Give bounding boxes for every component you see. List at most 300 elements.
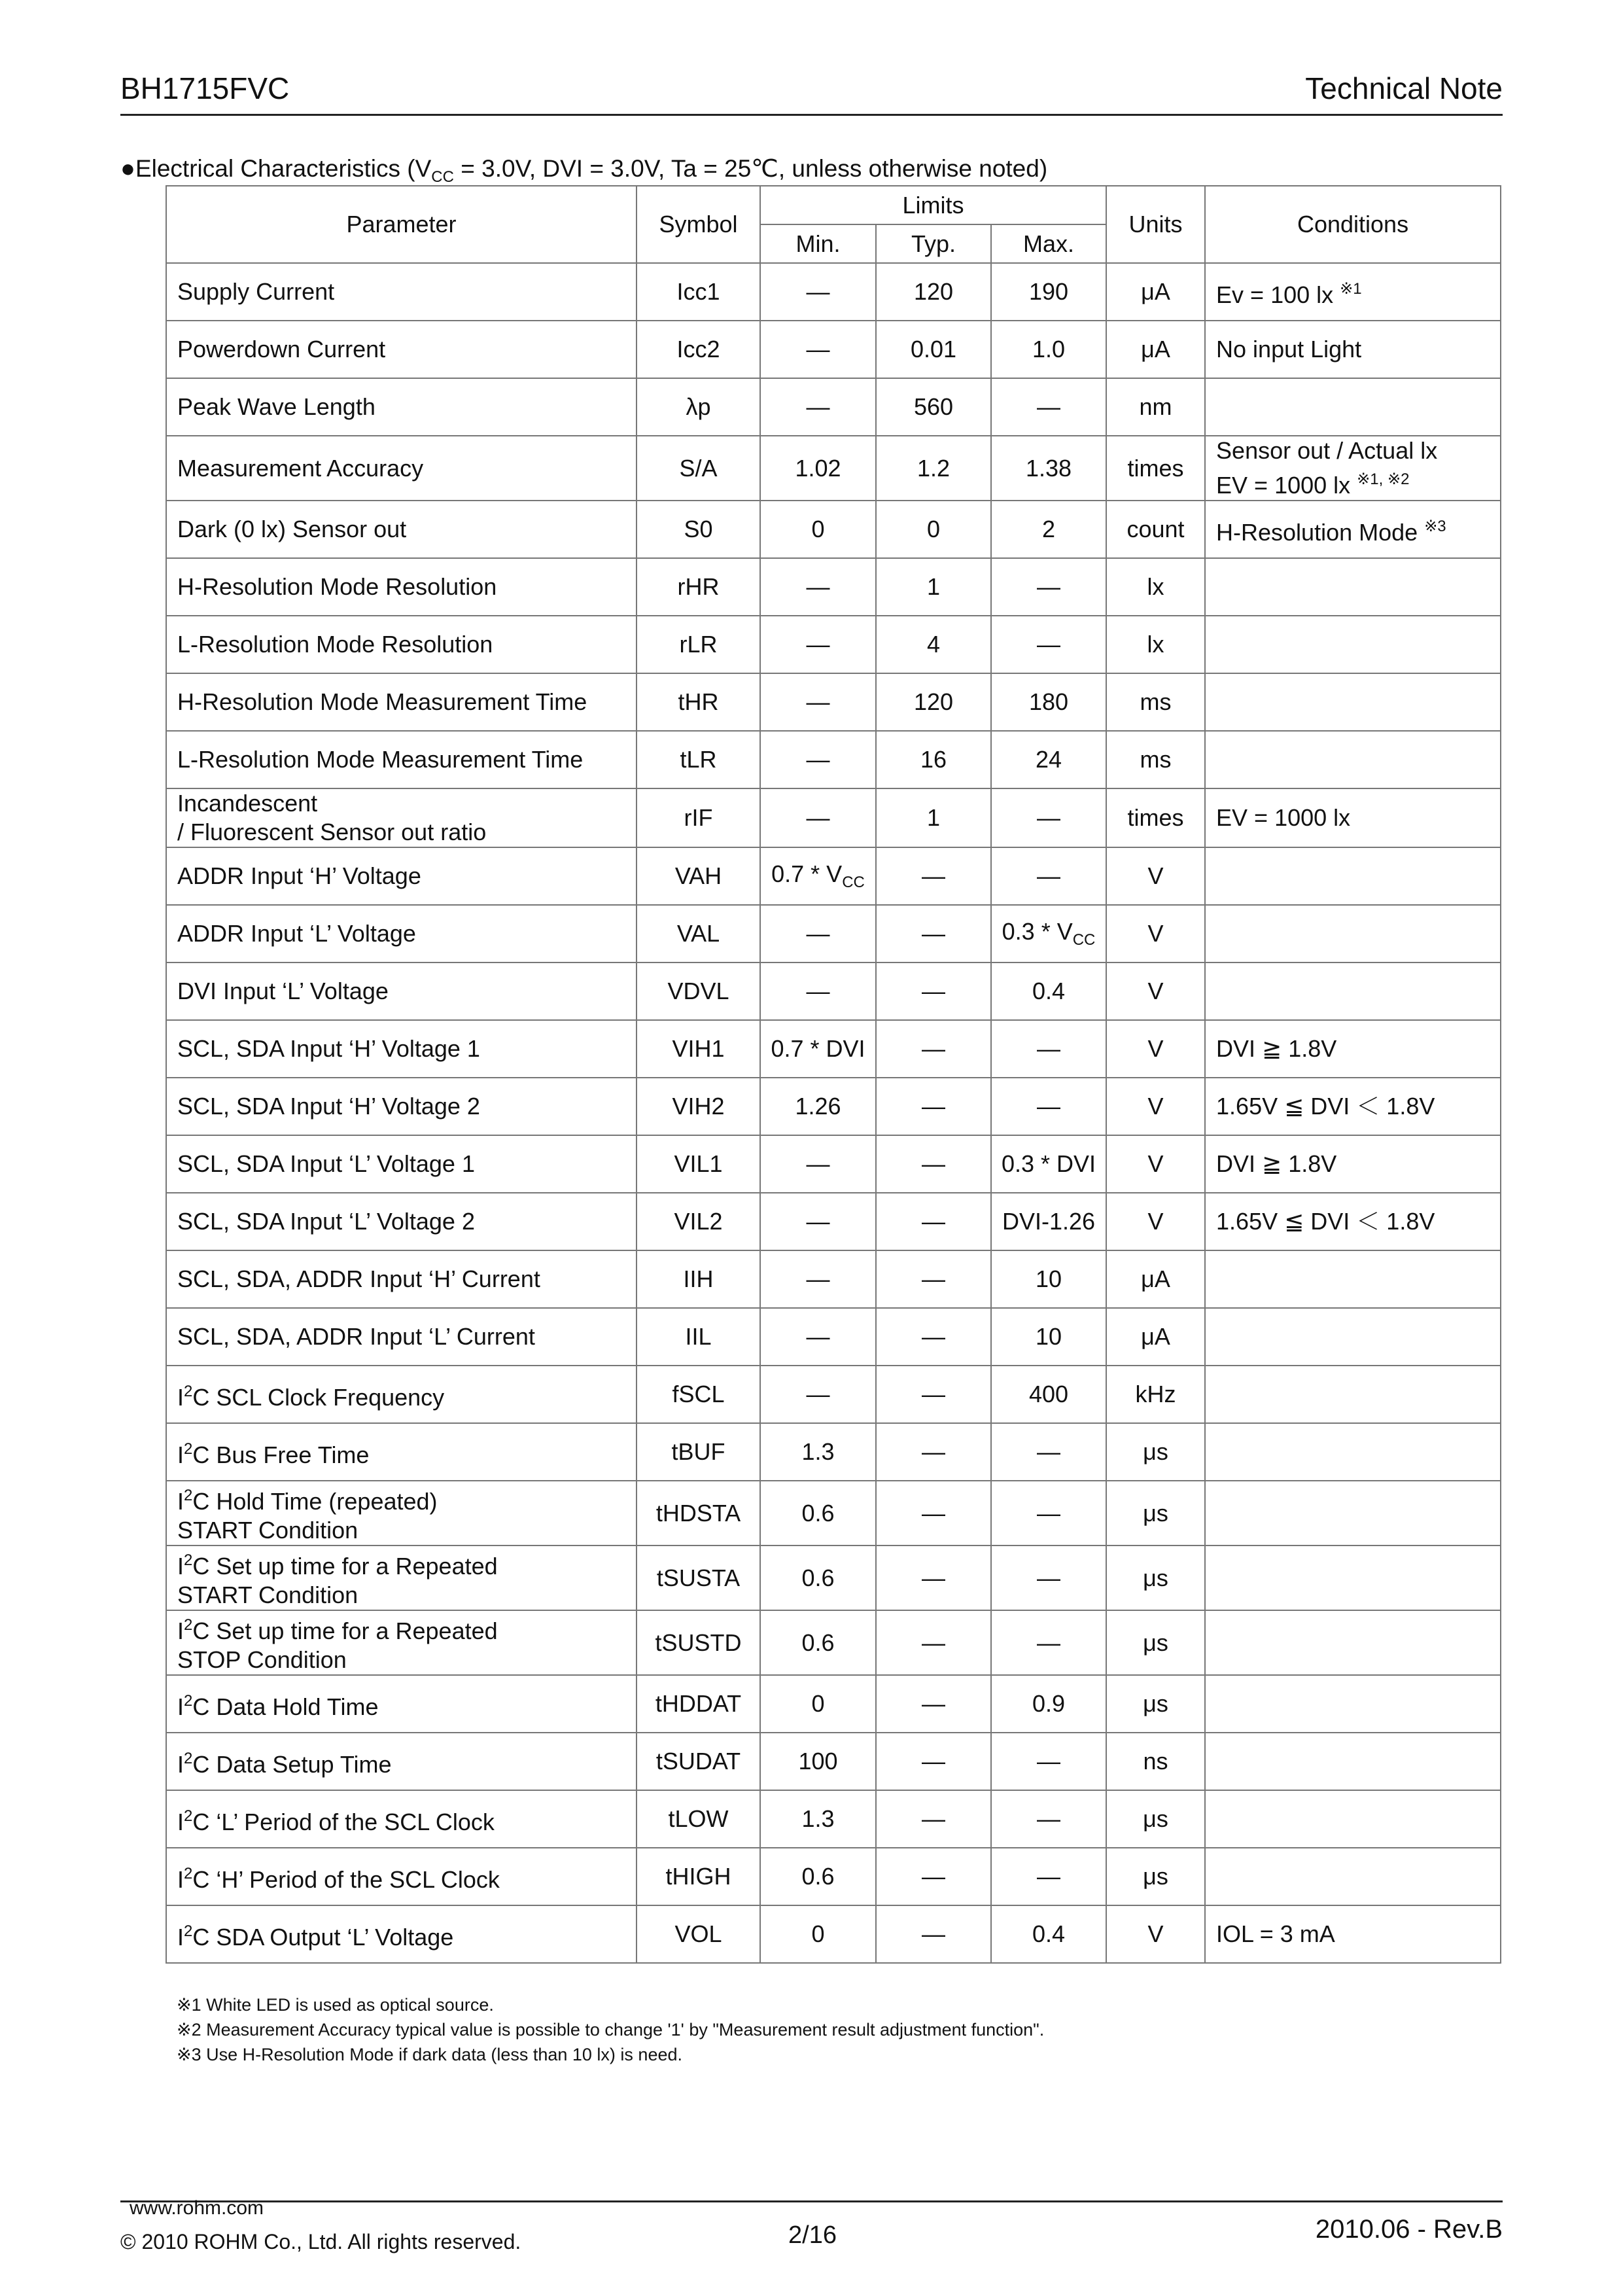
cell-units: ms: [1106, 673, 1205, 731]
cell-units: V: [1106, 1193, 1205, 1250]
cell-max: 190: [991, 263, 1106, 321]
parameter-line: H-Resolution Mode Resolution: [177, 573, 497, 600]
footer-website: www.rohm.com: [130, 2197, 264, 2219]
cell-parameter: [166, 1848, 637, 1905]
cell-parameter: [166, 1308, 637, 1366]
condition-line: IOL = 3 mA: [1216, 1920, 1335, 1947]
cell-symbol: tHDSTA: [637, 1481, 760, 1545]
table-row: [166, 1790, 1501, 1848]
table-row: [166, 847, 1501, 905]
cell-units: ns: [1106, 1733, 1205, 1790]
cell-min: —: [760, 788, 876, 847]
cell-min: —: [760, 1366, 876, 1423]
cell-max: —: [991, 1481, 1106, 1545]
condition-line: 1.65V ≦ DVI ＜ 1.8V: [1216, 1093, 1435, 1120]
cell-conditions: [1205, 321, 1501, 378]
cell-conditions: [1205, 1545, 1501, 1610]
cell-symbol: VIL1: [637, 1135, 760, 1193]
cell-symbol: tSUDAT: [637, 1733, 760, 1790]
parameter-line: L-Resolution Mode Resolution: [177, 631, 493, 658]
cell-parameter: [166, 378, 637, 436]
table-row: [166, 1308, 1501, 1366]
cell-units: μA: [1106, 1250, 1205, 1308]
condition-line: DVI ≧ 1.8V: [1216, 1035, 1337, 1062]
cell-max: —: [991, 1545, 1106, 1610]
cell-units: ms: [1106, 731, 1205, 788]
parameter-line: STOP Condition: [177, 1646, 347, 1673]
cell-symbol: VIH1: [637, 1020, 760, 1078]
cell-min: 0.6: [760, 1481, 876, 1545]
cell-min: —: [760, 963, 876, 1020]
cell-min: 0.6: [760, 1545, 876, 1610]
cell-symbol: tLOW: [637, 1790, 760, 1848]
cell-units: lx: [1106, 558, 1205, 616]
cell-typ: —: [876, 1366, 991, 1423]
cell-max: 2: [991, 501, 1106, 558]
cell-typ: —: [876, 847, 991, 905]
cell-units: count: [1106, 501, 1205, 558]
cell-parameter: [166, 1423, 637, 1481]
cell-typ: 1: [876, 788, 991, 847]
cell-conditions: [1205, 1423, 1501, 1481]
table-row: [166, 1135, 1501, 1193]
cell-max: 10: [991, 1250, 1106, 1308]
parameter-line: $I^2C$ Set up time for a Repeated: [177, 1551, 498, 1580]
cell-typ: 0.01: [876, 321, 991, 378]
cell-symbol: Icc2: [637, 321, 760, 378]
cell-conditions: [1205, 1675, 1501, 1733]
cell-parameter: [166, 731, 637, 788]
cell-parameter: [166, 1135, 637, 1193]
cell-min: —: [760, 616, 876, 673]
table-row: [166, 1020, 1501, 1078]
cell-parameter: [166, 1250, 637, 1308]
cell-parameter: [166, 1020, 637, 1078]
parameter-line: $I^2C$ Set up time for a Repeated: [177, 1616, 498, 1644]
cell-units: μs: [1106, 1481, 1205, 1545]
cell-parameter: [166, 847, 637, 905]
parameter-line: SCL, SDA Input ‘H’ Voltage 1: [177, 1035, 480, 1062]
table-row: [166, 1848, 1501, 1905]
cell-symbol: S/A: [637, 436, 760, 501]
cell-parameter: [166, 673, 637, 731]
cell-parameter: [166, 963, 637, 1020]
cell-typ: —: [876, 1848, 991, 1905]
page-number: 2/16: [788, 2221, 837, 2249]
cell-min: —: [760, 905, 876, 963]
condition-line: EV = 1000 lx: [1216, 804, 1351, 831]
parameter-line: $I^2C$ Hold Time (repeated): [177, 1487, 438, 1515]
parameter-line: SCL, SDA Input ‘H’ Voltage 2: [177, 1093, 480, 1120]
cell-min: —: [760, 1135, 876, 1193]
table-header: [166, 186, 1501, 263]
cell-max: 0.4: [991, 963, 1106, 1020]
cell-conditions: [1205, 1135, 1501, 1193]
table-row: [166, 963, 1501, 1020]
parameter-line: / Fluorescent Sensor out ratio: [177, 819, 487, 845]
parameter-line: SCL, SDA, ADDR Input ‘L’ Current: [177, 1323, 535, 1350]
parameter-line: $I^2C$ SCL Clock Frequency: [177, 1382, 445, 1411]
cell-max: 180: [991, 673, 1106, 731]
cell-conditions: [1205, 436, 1501, 501]
table-row: [166, 673, 1501, 731]
cell-units: V: [1106, 847, 1205, 905]
cell-symbol: tHDDAT: [637, 1675, 760, 1733]
cell-typ: 16: [876, 731, 991, 788]
cell-conditions: [1205, 731, 1501, 788]
cell-symbol: IIL: [637, 1308, 760, 1366]
cell-conditions: [1205, 847, 1501, 905]
section-title: [120, 154, 1047, 186]
cell-max: 0.3 * DVI: [991, 1135, 1106, 1193]
cell-conditions: [1205, 1078, 1501, 1135]
cell-units: μA: [1106, 1308, 1205, 1366]
parameter-line: $I^2C$ SDA Output ‘L’ Voltage: [177, 1922, 454, 1951]
cell-parameter: [166, 1545, 637, 1610]
cell-units: nm: [1106, 378, 1205, 436]
cell-symbol: fSCL: [637, 1366, 760, 1423]
cell-typ: —: [876, 1423, 991, 1481]
cell-symbol: rHR: [637, 558, 760, 616]
header-min: Min.: [760, 224, 876, 263]
cell-symbol: VAL: [637, 905, 760, 963]
cell-conditions: [1205, 1481, 1501, 1545]
cell-typ: —: [876, 1481, 991, 1545]
cell-symbol: tLR: [637, 731, 760, 788]
cell-conditions: [1205, 616, 1501, 673]
cell-typ: —: [876, 1078, 991, 1135]
cell-parameter: [166, 616, 637, 673]
cell-conditions: [1205, 378, 1501, 436]
table-row: [166, 905, 1501, 963]
cell-typ: —: [876, 1020, 991, 1078]
electrical-characteristics-table: [166, 185, 1501, 1964]
cell-parameter: [166, 1790, 637, 1848]
cell-units: V: [1106, 1135, 1205, 1193]
table-row: [166, 1905, 1501, 1963]
cell-units: μs: [1106, 1790, 1205, 1848]
cell-max: —: [991, 558, 1106, 616]
cell-symbol: VAH: [637, 847, 760, 905]
table-row: [166, 263, 1501, 321]
cell-typ: —: [876, 1250, 991, 1308]
cell-max: DVI-1.26: [991, 1193, 1106, 1250]
parameter-line: SCL, SDA Input ‘L’ Voltage 1: [177, 1150, 475, 1177]
cell-max: 24: [991, 731, 1106, 788]
condition-line: DVI ≧ 1.8V: [1216, 1150, 1337, 1177]
cell-min: —: [760, 378, 876, 436]
cell-min: —: [760, 558, 876, 616]
table-row: [166, 378, 1501, 436]
cell-parameter: [166, 1905, 637, 1963]
cell-typ: —: [876, 905, 991, 963]
cell-parameter: [166, 905, 637, 963]
cell-min: $0.7 * V_{CC}$: [760, 847, 876, 905]
cell-max: 1.38: [991, 436, 1106, 501]
cell-min: 1.3: [760, 1423, 876, 1481]
cell-units: V: [1106, 1020, 1205, 1078]
cell-conditions: [1205, 1193, 1501, 1250]
header-units: Units: [1106, 186, 1205, 263]
cell-typ: 1: [876, 558, 991, 616]
cell-max: —: [991, 616, 1106, 673]
parameter-line: $I^2C$ ‘L’ Period of the SCL Clock: [177, 1807, 495, 1835]
parameter-line: SCL, SDA, ADDR Input ‘H’ Current: [177, 1265, 540, 1292]
footer-divider: [120, 2200, 1503, 2202]
table-body: [166, 263, 1501, 1963]
parameter-line: START Condition: [177, 1517, 358, 1544]
revision: 2010.06 - Rev.B: [1315, 2215, 1503, 2244]
section-heading: Electrical Characteristics: [135, 155, 401, 182]
cell-parameter: [166, 1481, 637, 1545]
cell-conditions: [1205, 1250, 1501, 1308]
bullet-icon: ●: [120, 155, 135, 183]
cell-max: —: [991, 788, 1106, 847]
table-row: [166, 1481, 1501, 1545]
cell-symbol: S0: [637, 501, 760, 558]
cell-max: —: [991, 1790, 1106, 1848]
cell-min: —: [760, 673, 876, 731]
cell-parameter: [166, 436, 637, 501]
cell-typ: —: [876, 1675, 991, 1733]
cell-typ: 120: [876, 263, 991, 321]
condition-line: Sensor out / Actual lx: [1216, 437, 1438, 464]
cell-typ: —: [876, 963, 991, 1020]
cell-typ: —: [876, 1610, 991, 1675]
cell-symbol: IIH: [637, 1250, 760, 1308]
cell-max: 0.9: [991, 1675, 1106, 1733]
cell-min: 0: [760, 1675, 876, 1733]
parameter-line: Dark (0 lx) Sensor out: [177, 516, 407, 542]
cell-symbol: Icc1: [637, 263, 760, 321]
parameter-line: SCL, SDA Input ‘L’ Voltage 2: [177, 1208, 475, 1235]
cell-symbol: tHR: [637, 673, 760, 731]
cell-max: —: [991, 1610, 1106, 1675]
cell-min: —: [760, 1308, 876, 1366]
parameter-line: Incandescent: [177, 790, 318, 817]
cell-min: 0: [760, 1905, 876, 1963]
header-conditions: Conditions: [1205, 186, 1501, 263]
parameter-line: Powerdown Current: [177, 336, 386, 362]
condition-line: EV = 1000 lx $^{※1, ※2}$: [1216, 470, 1410, 499]
cell-parameter: [166, 558, 637, 616]
parameter-line: ADDR Input ‘H’ Voltage: [177, 862, 421, 889]
cell-max: —: [991, 1020, 1106, 1078]
table-row: [166, 1366, 1501, 1423]
cell-min: 0.7 * DVI: [760, 1020, 876, 1078]
cell-min: 1.02: [760, 436, 876, 501]
cell-units: V: [1106, 963, 1205, 1020]
table-row: [166, 1733, 1501, 1790]
cell-min: —: [760, 1193, 876, 1250]
cell-symbol: tHIGH: [637, 1848, 760, 1905]
cell-parameter: [166, 1078, 637, 1135]
header-limits: Limits: [760, 186, 1106, 224]
page-header: [120, 63, 1503, 116]
cell-symbol: tBUF: [637, 1423, 760, 1481]
parameter-line: $I^2C$ ‘H’ Period of the SCL Clock: [177, 1864, 500, 1893]
table-row: [166, 501, 1501, 558]
cell-typ: —: [876, 1905, 991, 1963]
footnote: ※1 White LED is used as optical source.: [177, 1995, 494, 2015]
header-typ: Typ.: [876, 224, 991, 263]
table-row: [166, 1193, 1501, 1250]
table-row: [166, 731, 1501, 788]
cell-conditions: [1205, 1905, 1501, 1963]
cell-min: 0: [760, 501, 876, 558]
cell-min: 0.6: [760, 1610, 876, 1675]
table-row: [166, 321, 1501, 378]
footer-copyright: © 2010 ROHM Co., Ltd. All rights reserved.: [120, 2230, 521, 2253]
table-row: [166, 1423, 1501, 1481]
cell-units: μs: [1106, 1848, 1205, 1905]
cell-min: 1.3: [760, 1790, 876, 1848]
cell-symbol: VOL: [637, 1905, 760, 1963]
parameter-line: ADDR Input ‘L’ Voltage: [177, 920, 416, 947]
cell-conditions: [1205, 1610, 1501, 1675]
parameter-line: DVI Input ‘L’ Voltage: [177, 978, 389, 1004]
header-symbol: Symbol: [637, 186, 760, 263]
cell-min: 100: [760, 1733, 876, 1790]
cell-symbol: λp: [637, 378, 760, 436]
header-max: Max.: [991, 224, 1106, 263]
cell-units: μs: [1106, 1423, 1205, 1481]
condition-line: Ev = 100 lx $^{※1}$: [1216, 279, 1362, 308]
document-type: Technical Note: [1305, 71, 1503, 105]
cell-max: 0.4: [991, 1905, 1106, 1963]
cell-typ: 0: [876, 501, 991, 558]
cell-max: $0.3 * V_{CC}$: [991, 905, 1106, 963]
cell-parameter: [166, 501, 637, 558]
footnote: ※2 Measurement Accuracy typical value is possible to change '1' by "Measurement result adjustment function".: [177, 2020, 1045, 2040]
cell-conditions: [1205, 963, 1501, 1020]
cell-typ: 120: [876, 673, 991, 731]
cell-units: μs: [1106, 1610, 1205, 1675]
cell-typ: 4: [876, 616, 991, 673]
table-row: [166, 1545, 1501, 1610]
cell-symbol: VIH2: [637, 1078, 760, 1135]
cell-parameter: [166, 1366, 637, 1423]
cell-units: times: [1106, 436, 1205, 501]
cell-typ: —: [876, 1308, 991, 1366]
parameter-line: START Condition: [177, 1581, 358, 1608]
cell-units: V: [1106, 905, 1205, 963]
cell-max: —: [991, 847, 1106, 905]
parameter-line: Measurement Accuracy: [177, 454, 424, 482]
parameter-line: $I^2C$ Bus Free Time: [177, 1439, 370, 1468]
cell-symbol: tSUSTA: [637, 1545, 760, 1610]
cell-min: —: [760, 263, 876, 321]
cell-symbol: VIL2: [637, 1193, 760, 1250]
footnote: ※3 Use H-Resolution Mode if dark data (less than 10 lx) is need.: [177, 2045, 682, 2064]
condition-line: No input Light: [1216, 336, 1362, 362]
cell-parameter: [166, 1675, 637, 1733]
cell-conditions: [1205, 1308, 1501, 1366]
cell-conditions: [1205, 905, 1501, 963]
table-row: [166, 558, 1501, 616]
table-row: [166, 1250, 1501, 1308]
cell-units: μs: [1106, 1545, 1205, 1610]
cell-typ: 560: [876, 378, 991, 436]
table-row: [166, 616, 1501, 673]
cell-max: —: [991, 1733, 1106, 1790]
cell-min: 1.26: [760, 1078, 876, 1135]
table-row: [166, 788, 1501, 847]
cell-max: —: [991, 1848, 1106, 1905]
condition-line: 1.65V ≦ DVI ＜ 1.8V: [1216, 1208, 1435, 1235]
cell-parameter: [166, 788, 637, 847]
cell-max: —: [991, 1423, 1106, 1481]
footnotes: [177, 1992, 1044, 2067]
cell-min: —: [760, 731, 876, 788]
cell-typ: —: [876, 1545, 991, 1610]
cell-typ: —: [876, 1790, 991, 1848]
cell-units: times: [1106, 788, 1205, 847]
section-conditions: ($V_{CC} = 3.0V$, DVI = 3.0V, Ta = 25℃, unless otherwise noted): [400, 155, 1048, 186]
cell-units: V: [1106, 1905, 1205, 1963]
cell-parameter: [166, 1733, 637, 1790]
cell-max: —: [991, 1078, 1106, 1135]
cell-typ: —: [876, 1135, 991, 1193]
condition-line: H-Resolution Mode $^{※3}$: [1216, 517, 1446, 546]
cell-units: kHz: [1106, 1366, 1205, 1423]
cell-conditions: [1205, 501, 1501, 558]
parameter-line: H-Resolution Mode Measurement Time: [177, 688, 587, 715]
cell-conditions: [1205, 1366, 1501, 1423]
cell-typ: —: [876, 1733, 991, 1790]
cell-conditions: [1205, 1733, 1501, 1790]
cell-max: 400: [991, 1366, 1106, 1423]
cell-symbol: rIF: [637, 788, 760, 847]
cell-conditions: [1205, 1020, 1501, 1078]
table-row: [166, 1078, 1501, 1135]
cell-symbol: rLR: [637, 616, 760, 673]
cell-typ: 1.2: [876, 436, 991, 501]
cell-units: μA: [1106, 263, 1205, 321]
cell-units: lx: [1106, 616, 1205, 673]
table-row: [166, 1675, 1501, 1733]
parameter-line: Peak Wave Length: [177, 393, 375, 420]
cell-conditions: [1205, 1790, 1501, 1848]
cell-units: V: [1106, 1078, 1205, 1135]
cell-max: 1.0: [991, 321, 1106, 378]
cell-parameter: [166, 263, 637, 321]
cell-conditions: [1205, 788, 1501, 847]
cell-min: —: [760, 1250, 876, 1308]
parameter-line: L-Resolution Mode Measurement Time: [177, 746, 584, 773]
cell-min: 0.6: [760, 1848, 876, 1905]
cell-symbol: tSUSTD: [637, 1610, 760, 1675]
table-row: [166, 1610, 1501, 1675]
cell-parameter: [166, 1610, 637, 1675]
cell-parameter: [166, 321, 637, 378]
cell-units: μA: [1106, 321, 1205, 378]
cell-typ: —: [876, 1193, 991, 1250]
cell-conditions: [1205, 673, 1501, 731]
cell-min: —: [760, 321, 876, 378]
cell-units: μs: [1106, 1675, 1205, 1733]
cell-conditions: [1205, 263, 1501, 321]
cell-symbol: VDVL: [637, 963, 760, 1020]
cell-parameter: [166, 1193, 637, 1250]
cell-conditions: [1205, 558, 1501, 616]
cell-conditions: [1205, 1848, 1501, 1905]
parameter-line: $I^2C$ Data Hold Time: [177, 1691, 379, 1720]
document-part-number: BH1715FVC: [120, 71, 290, 105]
header-parameter: Parameter: [166, 186, 637, 263]
cell-max: 10: [991, 1308, 1106, 1366]
parameter-line: Supply Current: [177, 278, 335, 305]
